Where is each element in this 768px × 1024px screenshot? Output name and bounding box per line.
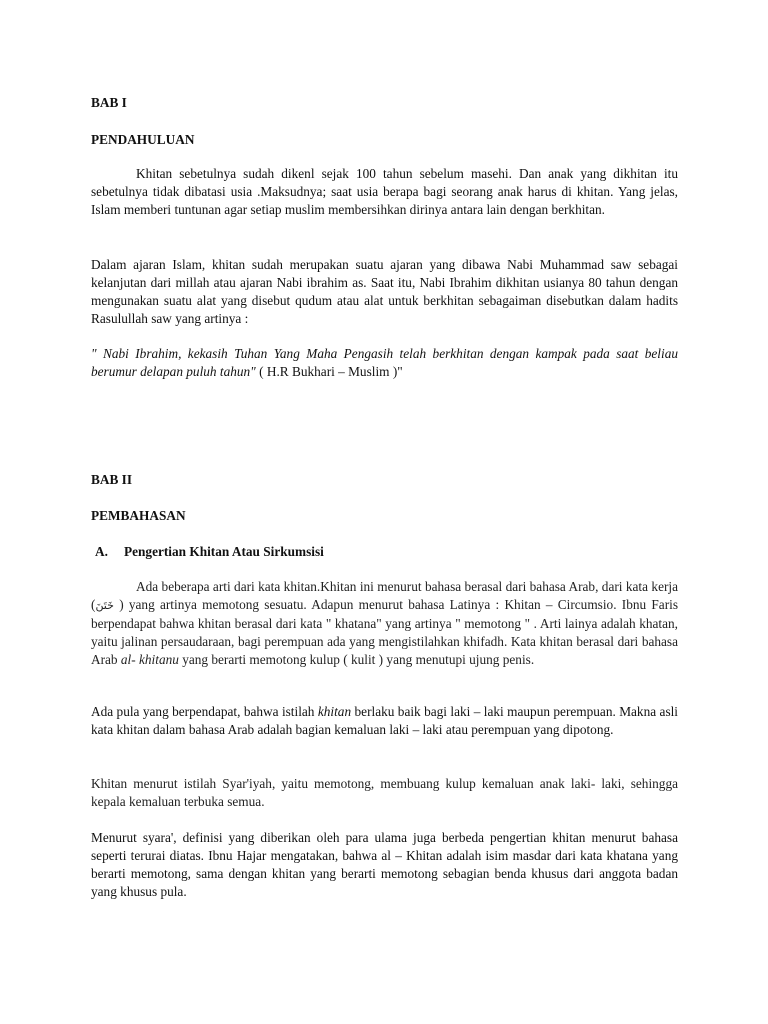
bab2-paragraph-2	[91, 703, 678, 739]
hadith-quote-text: " Nabi Ibrahim, kekasih Tuhan Yang Maha Pengasih telah berkhitan dengan kampak pada saat beliau berumur delapan puluh tahun"	[91, 346, 678, 379]
section-letter: A.	[95, 544, 108, 559]
bab2-paragraph-4: Menurut syara', definisi yang diberikan oleh para ulama juga berbeda pengertian khitan menurut bahasa seperti terurai diatas. Ibnu Hajar mengatakan, bahwa al – Khitan adalah isim masdar dari kata khatana yang berarti memotong, sama dengan khitan yang berarti memotong sebagian benda khusus dari anggota badan yang khusus pula.	[91, 830, 678, 899]
bab2-paragraph-1	[91, 578, 678, 669]
bab2-p1-part3: yang berarti memotong kulup ( kulit ) yang menutupi ujung penis.	[178, 652, 535, 667]
bab1-paragraph-1: Khitan sebetulnya sudah dikenl sejak 100 tahun sebelum masehi. Dan anak yang dikhitan itu sebetulnya tidak dibatasi usia .Maksudnya; saat usia berapa bagi seorang anak harus di khitan. Yang jelas, Islam memberi tuntunan agar setiap muslim membersihkan dirinya antara lain dengan berkhitan.	[91, 166, 678, 217]
bab2-p2-part2: berlaku baik bagi laki – laki maupun perempuan. Makna asli kata khitan dalam bahasa Arab adalah bagian kemaluan laki – laki atau perempuan yang dipotong.	[91, 704, 679, 737]
bab2-p2-term: khitan	[317, 704, 352, 719]
section-title: Pengertian Khitan Atau Sirkumsisi	[124, 544, 324, 559]
bab1-title: BAB I	[91, 95, 127, 110]
bab2-p1-part2: ) yang artinya memotong sesuatu. Adapun menurut bahasa Latinya : Khitan – Circumsio. Ibnu Faris berpendapat bahwa khitan berasal dari kata " khatana" yang artinya " memotong " . Arti lainya adalah khatan, yaitu jalinan persaudaraan, bagi perempuan ada yang mengistilahkan khifadh. Kata khitan berasal dari bahasa Arab	[91, 597, 678, 667]
hadith-quote-source: ( H.R Bukhari – Muslim )"	[255, 364, 403, 379]
hadith-quote	[91, 345, 678, 381]
bab2-p2-part1: Ada pula yang berpendapat, bahwa istilah	[91, 704, 318, 719]
bab1-subtitle: PENDAHULUAN	[91, 132, 195, 147]
bab2-p1-term: al- khitanu	[120, 652, 179, 667]
bab1-paragraph-2: Dalam ajaran Islam, khitan sudah merupakan suatu ajaran yang dibawa Nabi Muhammad saw sebagai kelanjutan dari millah atau ajaran Nabi ibrahim as. Saat itu, Nabi Ibrahim dikhitan usianya 80 tahun dengan mengunakan suatu alat yang disebut qudum atau alat untuk berkhitan sebagaiman disebutkan dalam hadits Rasulullah saw yang artinya :	[91, 257, 678, 326]
arabic-word: خَتَنَ	[95, 599, 114, 612]
bab2-p1-part1: Ada beberapa arti dari kata khitan.Khitan ini menurut bahasa berasal dari bahasa Arab, dari kata kerja (	[91, 579, 678, 612]
bab2-paragraph-3: Khitan menurut istilah Syar'iyah, yaitu memotong, membuang kulup kemaluan anak laki- laki, sehingga kepala kemaluan terbuka semua.	[91, 776, 678, 809]
bab2-title: BAB II	[91, 472, 133, 487]
bab2-subtitle: PEMBAHASAN	[91, 508, 186, 523]
